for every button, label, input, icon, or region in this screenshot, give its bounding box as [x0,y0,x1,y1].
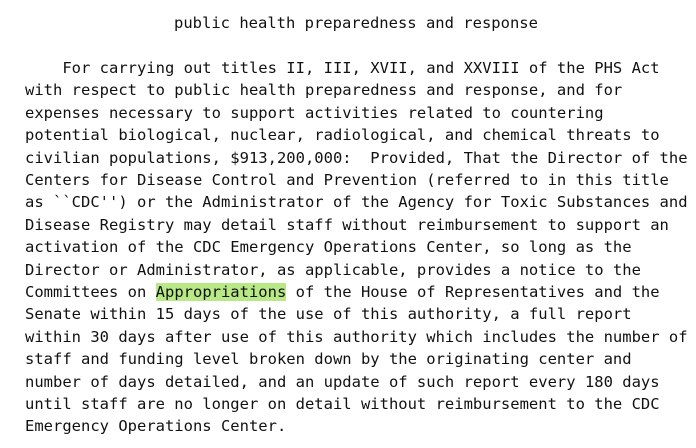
document-line: Director or Administrator, as applicable, provides a notice to the [25,260,641,279]
document-line: activation of the CDC Emergency Operations Center, so long as the [25,238,632,257]
document-heading: public health preparedness and response [174,14,538,32]
document-line: potential biological, nuclear, radiological, and chemical threats to [25,126,660,145]
highlighted-term: Appropriations [155,283,287,301]
document-line: Centers for Disease Control and Prevention (referred to in this title [25,171,669,189]
document-line: staff and funding level broken down by the originating center and [25,350,632,369]
document-line: within 30 days after use of this authority which includes the number of [25,327,688,346]
document-line: Senate within 15 days of the use of this authority, a full report [25,305,632,324]
document-line: as ``CDC'') or the Administrator of the Agency for Toxic Substances and [25,193,688,212]
document-line: Disease Registry may detail staff without reimbursement to support an [25,215,669,234]
document-line: For carrying out titles II, III, XVII, and XXVIII of the PHS Act [25,59,660,77]
document-line: expenses necessary to support activities related to countering [25,103,604,122]
document-line: until staff are no longer on detail without reimbursement to the CDC [25,395,660,413]
line-text-after: of the House of Representatives and the [286,283,660,301]
document-line: Emergency Operations Center. [25,417,287,436]
document-line: with respect to public health preparedness and response, and for [25,81,623,100]
document-line [25,281,660,303]
document-line: number of days detailed, and an update of such report every 180 days [25,372,660,391]
document-line: civilian populations, $913,200,000: Provided, That the Director of the [25,148,688,167]
line-text-before: Committees on [25,283,156,301]
